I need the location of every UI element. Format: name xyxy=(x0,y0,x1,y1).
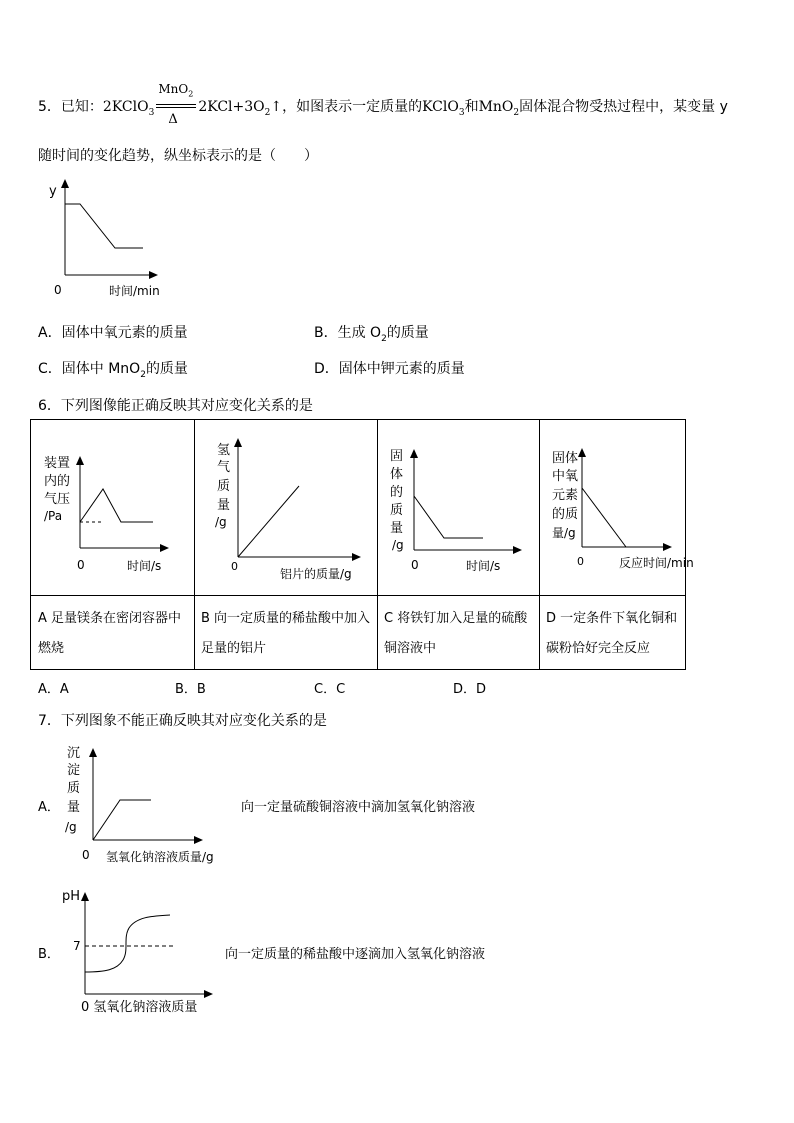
q6c-y-label-4: 质 xyxy=(390,503,404,518)
q7a-curve xyxy=(93,800,151,840)
q7b-tick-7: 7 xyxy=(73,939,81,953)
q7-graph-a xyxy=(55,740,245,870)
q6-caption-c: C 将铁钉加入足量的硫酸铜溶液中 xyxy=(384,611,528,656)
q7a-x-label: 氢氧化钠溶液质量/g xyxy=(106,850,214,864)
q7b-y-label: pH xyxy=(62,889,81,904)
q6d-y-label-3: 元素 xyxy=(552,488,579,503)
q6a-x-label: 时间/s xyxy=(127,559,162,573)
q6a-curve xyxy=(80,489,153,522)
q7a-y-arrow xyxy=(89,748,97,757)
q7b-x-arrow xyxy=(204,990,213,998)
q6-answer-d: D．D xyxy=(453,682,487,697)
q5-option-c: C．固体中 MnO$_2$的质量 xyxy=(38,361,188,380)
q7b-x-label: 0 氢氧化钠溶液质量 xyxy=(81,1000,198,1015)
q7a-y-label-3: 质 xyxy=(67,781,81,796)
q6b-curve xyxy=(238,486,299,557)
q7-option-b-label: B． xyxy=(38,947,60,962)
q6-title: 6．下列图像能正确反映其对应变化关系的是 xyxy=(38,398,313,414)
q6b-y-arrow xyxy=(234,438,242,447)
q6c-y-label-5: 量 xyxy=(390,521,404,536)
q6b-x-arrow xyxy=(352,553,361,561)
q5-x-arrow xyxy=(149,271,158,279)
q6-answer-b: B．B xyxy=(175,682,206,697)
q5-graph xyxy=(40,175,180,300)
q7a-y-label-2: 淀 xyxy=(67,763,81,778)
q5-origin: 0 xyxy=(54,283,62,297)
q5-option-b: B．生成 $O_2$的质量 xyxy=(314,325,429,344)
q5-option-d: D．固体中钾元素的质量 xyxy=(314,361,465,377)
q6-answer-a: A．A xyxy=(38,682,69,697)
q7a-x-arrow xyxy=(194,836,203,844)
q6c-origin: 0 xyxy=(411,558,419,572)
q6d-y-label-4: 的质 xyxy=(552,507,579,522)
q6c-x-label: 时间/s xyxy=(466,559,501,573)
q6c-curve xyxy=(414,496,483,538)
q6c-y-arrow xyxy=(410,449,418,458)
q5-curve xyxy=(65,204,143,248)
q6b-y-label-4: 量 xyxy=(217,498,231,513)
q6-table xyxy=(30,419,694,670)
q6a-y-label-3: 气压 xyxy=(44,492,71,507)
q6-caption-a: A 足量镁条在密闭容器中燃烧 xyxy=(38,611,182,656)
q5-number: 5．已知： xyxy=(38,99,103,115)
q6b-y-label-5: /g xyxy=(215,515,227,529)
q6a-y-label-4: /Pa xyxy=(44,509,63,523)
q6b-y-label-1: 氢 xyxy=(217,443,231,458)
q7b-y-arrow xyxy=(81,892,89,901)
q6a-y-label-1: 装置 xyxy=(44,456,71,471)
q7-option-b-desc: 向一定质量的稀盐酸中逐滴加入氢氧化钠溶液 xyxy=(225,947,486,962)
q6-answer-c: C．C xyxy=(314,682,346,697)
q7-option-a-desc: 向一定量硫酸铜溶液中滴加氢氧化钠溶液 xyxy=(241,800,476,815)
q7b-ph-curve xyxy=(85,915,170,972)
q6-graph-b xyxy=(195,420,377,595)
q5-y-label: y xyxy=(49,184,57,199)
q6d-x-label: 反应时间/min xyxy=(619,556,694,570)
q5-stem-line2: 随时间的变化趋势，纵坐标表示的是（ ） xyxy=(38,148,318,164)
q6c-y-label-3: 的 xyxy=(390,485,404,500)
q5-equation: 2KClO$_3$ MnO$_2$ Δ $2KCl+3O_2↑$ xyxy=(102,82,283,127)
q6-caption-b: B 向一定质量的稀盐酸中加入足量的铝片 xyxy=(201,611,371,656)
q6b-origin: 0 xyxy=(231,560,238,573)
q7-title: 7．下列图象不能正确反映其对应变化关系的是 xyxy=(38,713,327,729)
q6d-origin: 0 xyxy=(577,555,584,568)
q6d-y-label-5: 量/g xyxy=(552,526,576,540)
q6b-x-label: 铝片的质量/g xyxy=(280,567,352,581)
q5-reaction-condition: MnO$_2$ Δ xyxy=(154,100,198,114)
q6a-y-arrow xyxy=(76,456,84,465)
q7-graph-b xyxy=(55,880,245,1020)
q6d-y-arrow xyxy=(578,448,586,457)
q7a-y-label-5: /g xyxy=(65,820,77,834)
q6a-origin: 0 xyxy=(77,558,85,572)
q6-graph-c xyxy=(378,420,539,595)
q6b-y-label-2: 气 xyxy=(217,460,231,475)
q6c-x-arrow xyxy=(513,546,522,554)
q6d-y-label-2: 中氧 xyxy=(552,469,579,484)
q5-y-arrow xyxy=(61,179,69,188)
q6-graph-d xyxy=(540,420,694,595)
q7a-y-label-1: 沉 xyxy=(67,746,81,761)
q6-graph-a xyxy=(31,420,194,595)
q6c-y-label-1: 固 xyxy=(390,449,404,464)
q6a-x-arrow xyxy=(160,544,169,552)
q5-x-label: 时间/min xyxy=(109,284,160,298)
q7a-origin: 0 xyxy=(82,848,90,862)
q6d-y-label-1: 固体 xyxy=(552,451,579,466)
q7-option-a-label: A． xyxy=(38,800,60,815)
q6a-y-label-2: 内的 xyxy=(44,474,71,489)
q6b-y-label-3: 质 xyxy=(217,479,231,494)
q7a-y-label-4: 量 xyxy=(67,800,81,815)
q5-stem-line1: 5．已知：2KClO$_3$ MnO$_2$ Δ $2KCl+3O_2↑$，如图表示一定质量的KClO$_3$和MnO$_2$固体混合物受热过程中，某变量 y xyxy=(38,82,728,127)
q6c-y-label-6: /g xyxy=(392,538,404,552)
q5-option-a: A．固体中氧元素的质量 xyxy=(38,325,188,341)
q6d-curve xyxy=(582,488,626,547)
q6d-x-arrow xyxy=(663,543,672,551)
q6c-y-label-2: 体 xyxy=(390,467,404,482)
q6-caption-d: D 一定条件下氧化铜和碳粉恰好完全反应 xyxy=(546,611,678,656)
